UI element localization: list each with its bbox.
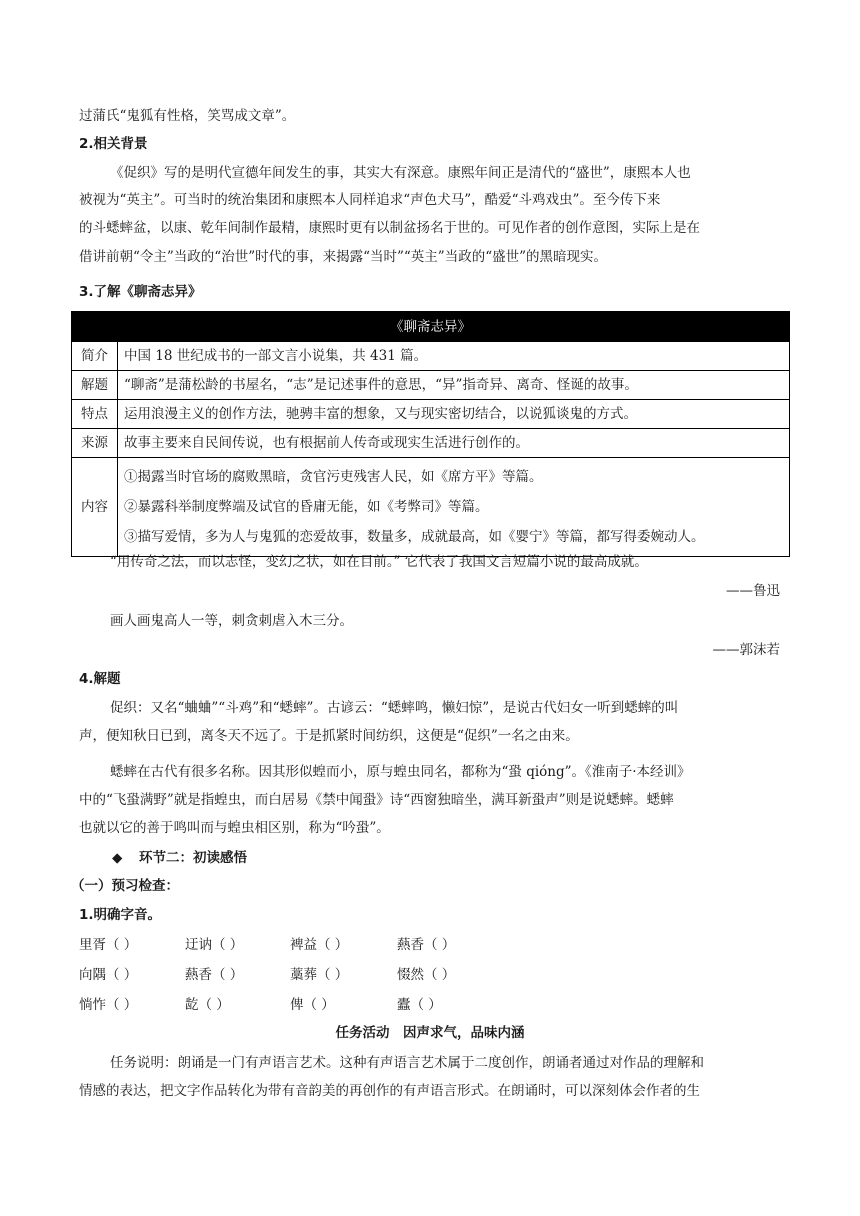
word: 龁	[185, 997, 199, 1013]
section-heading-title: 4.解题	[79, 671, 121, 687]
content-item: ①揭露当时官场的腐败黑暗，贪官污吏残害人民，如《席方平》等篇。	[124, 469, 543, 485]
pinyin-entry: 惝怍（ ）	[79, 997, 138, 1013]
pinyin-entry: 蠹（ ）	[397, 997, 442, 1013]
paragraph-line: 被视为“英主”。可当时的统治集团和康熙本人同样追求“声色犬马”，酷爱“斗鸡戏虫”。至今传下来	[79, 192, 661, 208]
row-text: 中国 18 世纪成书的一部文言小说集，共 431 篇。	[118, 342, 790, 371]
word: 蠹	[397, 997, 411, 1013]
luxun-quote: “用传奇之法，而以志怪，变幻之状，如在目前。” 它代表了我国文言短篇小说的最高成就。	[110, 554, 648, 570]
paragraph-line: 情感的表达，把文字作品转化为带有音韵美的再创作的有声语言形式。在朗诵时，可以深刻体会作者的生	[79, 1083, 700, 1099]
guomoruo-attribution: ——郭沫若	[712, 642, 780, 658]
table-title: 《聊斋志异》	[72, 312, 790, 342]
row-label: 解题	[72, 371, 118, 400]
word: 里胥	[79, 937, 106, 953]
subsection-heading: （一）预习检查：	[71, 878, 179, 894]
paragraph-line: 任务说明：朗诵是一门有声语言艺术。这种有声语言艺术属于二度创作，朗诵者通过对作品的理解和	[110, 1055, 704, 1071]
word: 藁葬	[290, 967, 317, 983]
paragraph-line: 声，便知秋日已到，离冬天不远了。于是抓紧时间纺织，这便是“促织”一名之由来。	[79, 728, 579, 744]
paragraph-line: 借讲前朝“令主”当政的“治世”时代的事，来揭露“当时”“英主”当政的“盛世”的黑暗现实。	[79, 249, 608, 265]
row-label: 内容	[72, 458, 118, 557]
row-label: 简介	[72, 342, 118, 371]
paragraph-line: 的斗蟋蟀盆，以康、乾年间制作最精，康熙时更有以制盆扬名于世的。可见作者的创作意图，实际上是在	[79, 220, 700, 236]
word: 惝怍	[79, 997, 106, 1013]
word: 向隅	[79, 967, 106, 983]
liaozhai-info-table	[71, 311, 790, 557]
word: 爇香	[397, 937, 424, 953]
paragraph-line: 也就以它的善于鸣叫而与蝗虫相区别，称为“吟蛩”。	[79, 820, 390, 836]
section-heading-background: 2.相关背景	[79, 136, 148, 152]
pinyin-entry: 爇香（ ）	[397, 937, 456, 953]
table-row	[72, 429, 790, 458]
word: 惙然	[397, 967, 424, 983]
word: 俾	[290, 997, 304, 1013]
content-item: ②暴露科举制度弊端及试官的昏庸无能，如《考弊司》等篇。	[124, 499, 489, 515]
row-text: 故事主要来自民间传说，也有根据前人传奇或现实生活进行创作的。	[118, 429, 790, 458]
luxun-attribution: ——鲁迅	[726, 583, 780, 599]
guomoruo-quote: 画人画鬼高人一等，刺贪刺虐入木三分。	[110, 613, 353, 629]
table-row	[72, 400, 790, 429]
section-heading-liaozhai: 3.了解《聊斋志异》	[79, 284, 202, 300]
table-row	[72, 371, 790, 400]
pinyin-entry: 迂讷（ ）	[185, 937, 244, 953]
paragraph-line: 蟋蟀在古代有很多名称。因其形似蝗而小，原与蝗虫同名，都称为“蛩 qióng”。《淮南子·本经训》	[110, 764, 691, 780]
pinyin-entry: 向隅（ ）	[79, 967, 138, 983]
pinyin-entry: 藁葬（ ）	[290, 967, 349, 983]
pinyin-entry: 里胥（ ）	[79, 937, 138, 953]
pinyin-entry: 俾（ ）	[290, 997, 335, 1013]
pinyin-entry: 惙然（ ）	[397, 967, 456, 983]
content-list	[118, 458, 790, 557]
paragraph-line: 促织：又名“蛐蛐”“斗鸡”和“蟋蟀”。古谚云：“蟋蟀鸣，懒妇惊”，是说古代妇女一听到蟋蟀的叫	[110, 700, 679, 716]
row-text: 运用浪漫主义的创作方法，驰骋丰富的想象，又与现实密切结合，以说狐谈鬼的方式。	[118, 400, 790, 429]
bullet-icon: ◆	[112, 850, 123, 866]
pinyin-entry: 裨益（ ）	[290, 937, 349, 953]
intro-line: 过蒲氏“鬼狐有性格，笑骂成文章”。	[79, 108, 296, 124]
row-label: 特点	[72, 400, 118, 429]
pinyin-entry: 龁（ ）	[185, 997, 230, 1013]
word: 迂讷	[185, 937, 212, 953]
content-item: ③描写爱情，多为人与鬼狐的恋爱故事，数量多，成就最高，如《婴宁》等篇，都写得委婉动人。	[124, 529, 705, 545]
paragraph-line: 《促织》写的是明代宣德年间发生的事，其实大有深意。康熙年间正是清代的“盛世”，康熙本人也	[110, 165, 691, 181]
task-title: 任务活动 因声求气，品味内涵	[335, 1025, 525, 1041]
row-label: 来源	[72, 429, 118, 458]
pinyin-entry: 爇香（ ）	[185, 967, 244, 983]
table-row	[72, 342, 790, 371]
item-heading: 1.明确字音。	[79, 907, 162, 923]
row-text: “聊斋”是蒲松龄的书屋名，“志”是记述事件的意思，“异”指奇异、离奇、怪诞的故事。	[118, 371, 790, 400]
word: 裨益	[290, 937, 317, 953]
table-row	[72, 458, 790, 557]
stage-heading: 环节二：初读感悟	[139, 850, 247, 866]
word: 爇香	[185, 967, 212, 983]
paragraph-line: 中的“飞蛩满野”就是指蝗虫，而白居易《禁中闻蛩》诗“西窗独暗坐，满耳新蛩声”则是说蟋蟀。蟋蟀	[79, 792, 674, 808]
